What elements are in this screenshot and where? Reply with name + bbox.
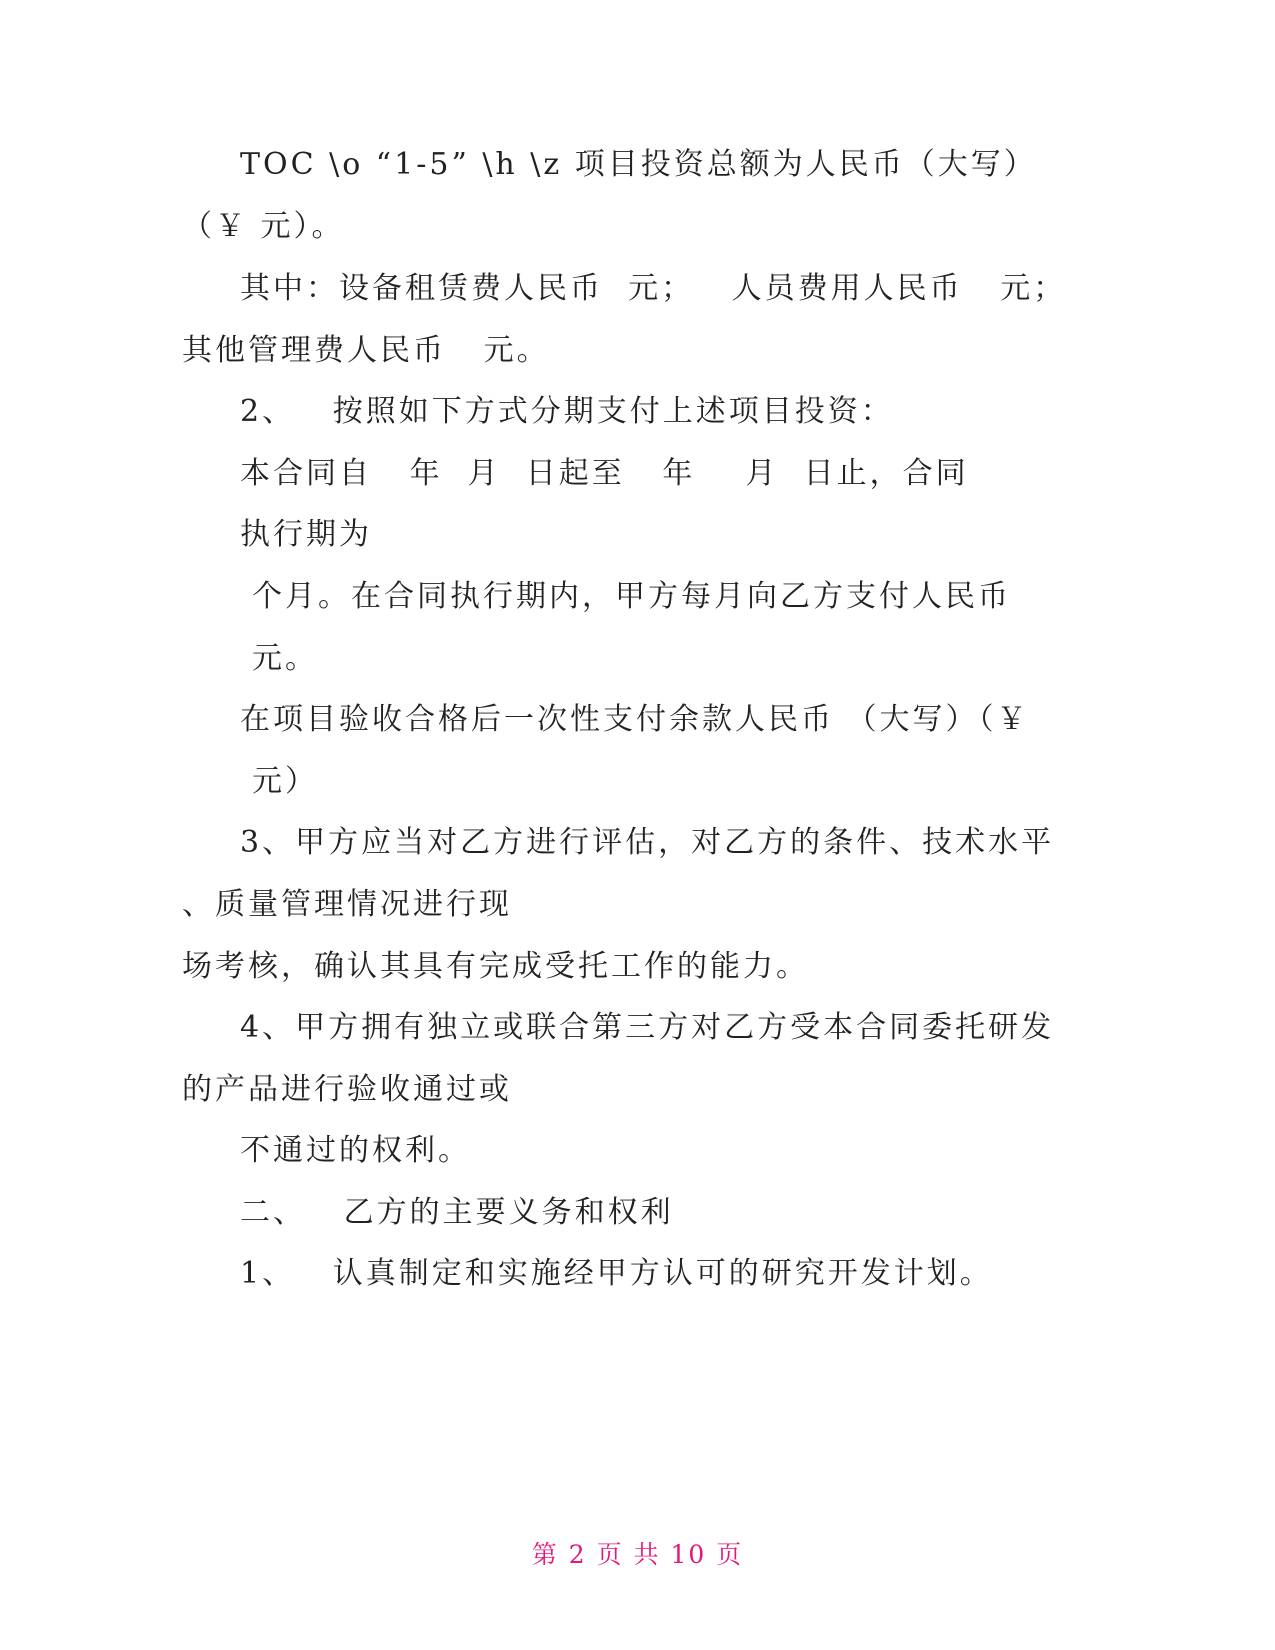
line-clause-3-evaluation: 3、甲方应当对乙方进行评估，对乙方的条件、技术水平 [240, 825, 1055, 860]
line-execution-period: 执行期为 [240, 517, 372, 552]
line-fee-breakdown: 其中：设备租赁费人民币 元； 人员费用人民币 元； [240, 271, 1067, 306]
line-clause-4-rights: 4、甲方拥有独立或联合第三方对乙方受本合同委托研发 [240, 1010, 1055, 1045]
line-clause-4-acceptance: 的产品进行验收通过或 [182, 1072, 512, 1107]
page-number-footer: 第 2 页 共 10 页 [531, 1540, 744, 1569]
line-clause-2-installments: 2、 按照如下方式分期支付上述项目投资： [240, 394, 894, 429]
section-heading-party-b-duties: 二、 乙方的主要义务和权利 [240, 1195, 674, 1230]
line-monthly-payment: 个月。在合同执行期内，甲方每月向乙方支付人民币 [252, 579, 1011, 614]
line-clause-3-assessment: 场考核，确认其具有完成受托工作的能力。 [182, 949, 809, 984]
line-final-payment: 在项目验收合格后一次性支付余款人民币 （大写）（￥ [240, 702, 1030, 737]
line-final-payment-unit: 元） [252, 764, 318, 799]
line-clause-3-quality: 、质量管理情况进行现 [182, 887, 512, 922]
line-clause-4-end: 不通过的权利。 [240, 1133, 471, 1168]
line-contract-period: 本合同自 年 月 日起至 年 月 日止，合同 [240, 456, 969, 491]
line-toc-investment-total: TOC \o “1-5” \h \z 项目投资总额为人民币（大写） [240, 147, 1037, 182]
line-amount-yuan: （￥ 元）。 [182, 209, 345, 244]
line-party-b-clause-1: 1、 认真制定和实施经甲方认可的研究开发计划。 [240, 1256, 993, 1291]
line-monthly-payment-unit: 元。 [252, 641, 318, 676]
line-other-management-fee: 其他管理费人民币 元。 [182, 333, 550, 368]
